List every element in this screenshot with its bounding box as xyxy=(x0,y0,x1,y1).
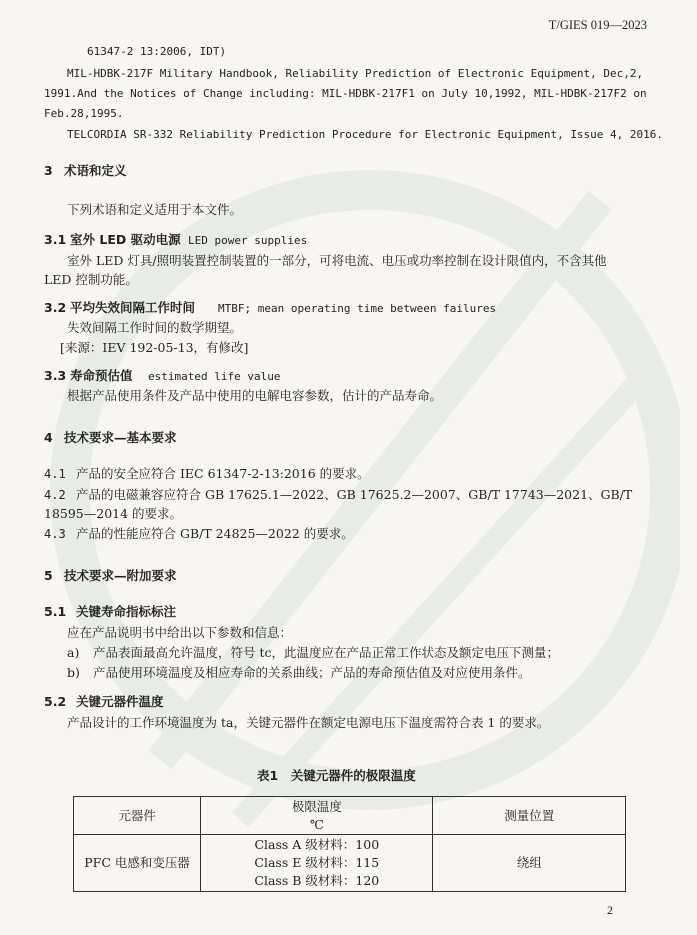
item-a-label: a) xyxy=(67,645,80,660)
clause-3-1-def-2: LED 控制功能。 xyxy=(44,272,138,287)
clause-3-3-term-en: estimated life value xyxy=(148,370,281,383)
clause-3-3-term-cn: 寿命预估值 xyxy=(70,368,133,383)
section-3-number: 3 xyxy=(44,163,53,178)
clause-5-2-number: 5.2 xyxy=(44,694,67,709)
clause-3-2-term-en: MTBF; mean operating time between failures xyxy=(218,302,497,315)
table-header-row xyxy=(74,797,626,835)
section-4-title: 技术要求—基本要求 xyxy=(64,430,177,445)
section-5-title: 技术要求—附加要求 xyxy=(64,568,177,583)
clause-3-2-term-cn: 平均失效间隔工作时间 xyxy=(70,300,196,315)
table-cell-limits xyxy=(201,835,433,892)
item-b-label: b) xyxy=(67,665,80,680)
table-header-location: 测量位置 xyxy=(433,797,626,835)
ref-mil-2: 1991.And the Notices of Change including: MIL-HDBK-217F1 on July 10,1992, MIL-HDBK-217F2 on xyxy=(44,87,647,100)
clause-4-2-text-2: 18595—2014 的要求。 xyxy=(44,506,183,521)
clause-3-3-def: 根据产品使用条件及产品中使用的电解电容参数，估计的产品寿命。 xyxy=(67,388,443,403)
ref-mil-1: MIL-HDBK-217F Military Handbook, Reliability Prediction of Electronic Equipment, Dec,2, xyxy=(67,67,644,80)
section-3-title: 术语和定义 xyxy=(64,163,127,178)
item-a-text: 产品表面最高允许温度，符号 tc，此温度应在产品正常工作状态及额定电压下测量； xyxy=(93,645,559,660)
table-header-component: 元器件 xyxy=(74,797,201,835)
clause-3-1-term-en: LED power supplies xyxy=(188,234,308,247)
section-5-number: 5 xyxy=(44,568,53,583)
clause-3-2-number: 3.2 xyxy=(44,300,67,315)
clause-4-1-number: 4.1 xyxy=(44,467,66,481)
ref-telcordia: TELCORDIA SR-332 Reliability Prediction Procedure for Electronic Equipment, Issue 4, 2016. xyxy=(67,128,664,141)
section-3-intro: 下列术语和定义适用于本文件。 xyxy=(67,202,243,217)
clause-3-1-term-cn: 室外 LED 驱动电源 xyxy=(70,232,181,247)
item-b-text: 产品使用环境温度及相应寿命的关系曲线；产品的寿命预估值及对应使用条件。 xyxy=(93,665,531,680)
clause-3-1-def-1: 室外 LED 灯具/照明装置控制装置的一部分，可将电流、电压或功率控制在设计限值内，不含其他 xyxy=(67,253,607,268)
table-cell-component: PFC 电感和变压器 xyxy=(74,835,201,892)
section-4-number: 4 xyxy=(44,430,53,445)
table-1-caption: 表1 关键元器件的极限温度 xyxy=(257,768,416,783)
clause-5-2-title: 关键元器件温度 xyxy=(76,694,164,709)
table-cell-class-e: Class E 级材料：115 xyxy=(254,855,380,870)
clause-4-2-number: 4.2 xyxy=(44,488,66,502)
clause-5-1-title: 关键寿命指标标注 xyxy=(76,604,177,619)
clause-3-3-number: 3.3 xyxy=(44,368,67,383)
header-standard-id: T/GIES 019—2023 xyxy=(548,18,647,32)
table-header-limit-1: 极限温度 xyxy=(291,798,342,814)
table-header-limit xyxy=(201,797,433,835)
clause-5-1-number: 5.1 xyxy=(44,604,67,619)
table-header-limit-2: ℃ xyxy=(309,816,324,832)
clause-4-1-text: 产品的安全应符合 IEC 61347-2-13:2016 的要求。 xyxy=(76,466,370,481)
table-row xyxy=(74,835,626,892)
ref-line-0: 61347-2 13:2006, IDT) xyxy=(87,45,227,58)
clause-4-3-number: 4.3 xyxy=(44,527,66,541)
table-cell-class-b: Class B 级材料：120 xyxy=(254,873,380,888)
clause-5-2-text: 产品设计的工作环境温度为 ta，关键元器件在额定电源电压下温度需符合表 1 的要求。 xyxy=(67,715,550,730)
clause-3-2-source: [来源：IEV 192-05-13，有修改] xyxy=(60,340,249,355)
ref-mil-3: Feb.28,1995. xyxy=(44,107,124,120)
clause-4-2-text-1: 产品的电磁兼容应符合 GB 17625.1—2022、GB 17625.2—2007、GB/T 17743—2021、GB/T xyxy=(76,487,633,502)
clause-3-1-number: 3.1 xyxy=(44,232,67,247)
table-cell-class-a: Class A 级材料：100 xyxy=(254,837,380,852)
table-cell-location: 绕组 xyxy=(433,835,626,892)
clause-3-2-def: 失效间隔工作时间的数学期望。 xyxy=(67,320,243,335)
table-1 xyxy=(73,796,626,892)
clause-4-3-text: 产品的性能应符合 GB/T 24825—2022 的要求。 xyxy=(76,526,354,541)
clause-5-1-intro: 应在产品说明书中给出以下参数和信息： xyxy=(67,625,293,640)
page-number: 2 xyxy=(607,903,613,917)
